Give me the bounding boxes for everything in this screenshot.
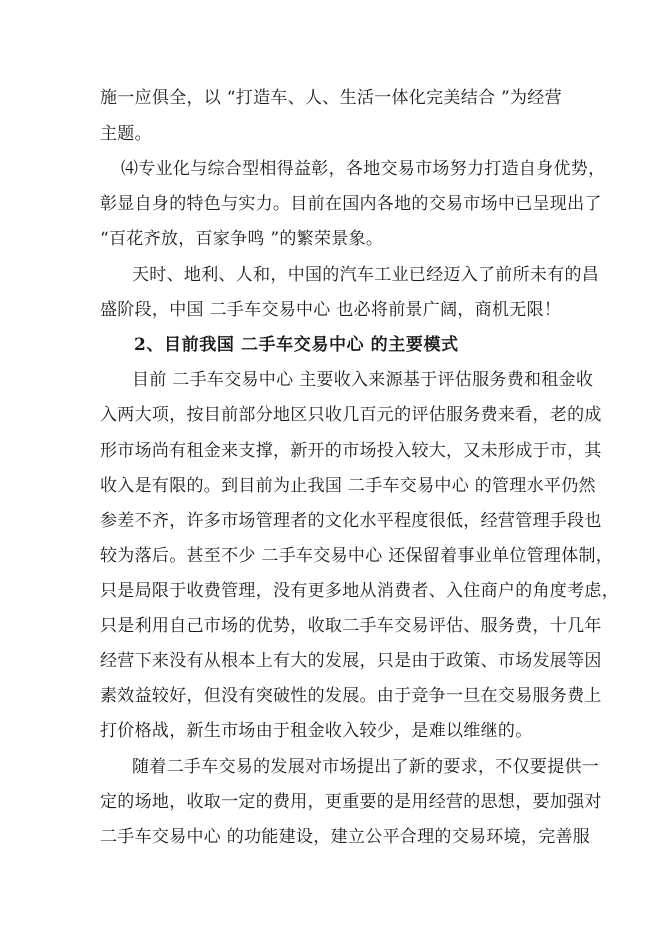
text-line: 定的场地，收取一定的费用，更重要的是用经营的思想，要加强对 bbox=[100, 792, 602, 812]
text-line: 入两大项，按目前部分地区只收几百元的评估服务费来看，老的成 bbox=[100, 405, 602, 425]
text-line: ⑷专业化与综合型相得益彰，各地交易市场努力打造自身优势， bbox=[121, 159, 606, 179]
text-line: 盛阶段，中国 二手车交易中心 也必将前景广阔，商机无限！ bbox=[100, 300, 562, 320]
text-line: 较为落后。甚至不少 二手车交易中心 还保留着事业单位管理体制， bbox=[100, 546, 614, 566]
text-line: 经营下来没有从根本上有大的发展，只是由于政策、市场发展等因 bbox=[100, 651, 602, 671]
text-line: “百花齐放，百家争鸣 ”的繁荣景象。 bbox=[100, 229, 384, 249]
text-line: 目前 二手车交易中心 主要收入来源基于评估服务费和租金收 bbox=[132, 370, 594, 390]
text-line: 主题。 bbox=[100, 124, 152, 144]
section-heading: 2、目前我国 二手车交易中心 的主要模式 bbox=[134, 335, 459, 355]
text-line: 二手车交易中心 的功能建设，建立公平合理的交易环境，完善服 bbox=[100, 827, 591, 847]
text-line: 施一应俱全，以 “打造车、人、生活一体化完美结合 ”为经营 bbox=[100, 88, 562, 108]
text-line: 天时、地利、人和，中国的汽车工业已经迈入了前所未有的昌 bbox=[132, 265, 600, 285]
text-line: 只是利用自己市场的优势，收取二手车交易评估、服务费，十几年 bbox=[100, 616, 602, 636]
text-line: 彰显自身的特色与实力。目前在国内各地的交易市场中已呈现出了 bbox=[100, 194, 602, 214]
text-line: 随着二手车交易的发展对市场提出了新的要求，不仅要提供一 bbox=[132, 757, 600, 777]
text-line: 参差不齐，许多市场管理者的文化水平程度很低，经营管理手段也 bbox=[100, 511, 602, 531]
text-line: 只是局限于收费管理，没有更多地从消费者、入住商户的角度考虑， bbox=[100, 581, 619, 601]
text-line: 形市场尚有租金来支撑，新开的市场投入较大，又未形成于市，其 bbox=[100, 441, 602, 461]
text-line: 打价格战，新生市场由于租金收入较少，是难以维继的。 bbox=[100, 721, 533, 741]
text-line: 素效益较好，但没有突破性的发展。由于竞争一旦在交易服务费上 bbox=[100, 686, 602, 706]
text-line: 收入是有限的。到目前为止我国 二手车交易中心 的管理水平仍然 bbox=[100, 476, 596, 496]
